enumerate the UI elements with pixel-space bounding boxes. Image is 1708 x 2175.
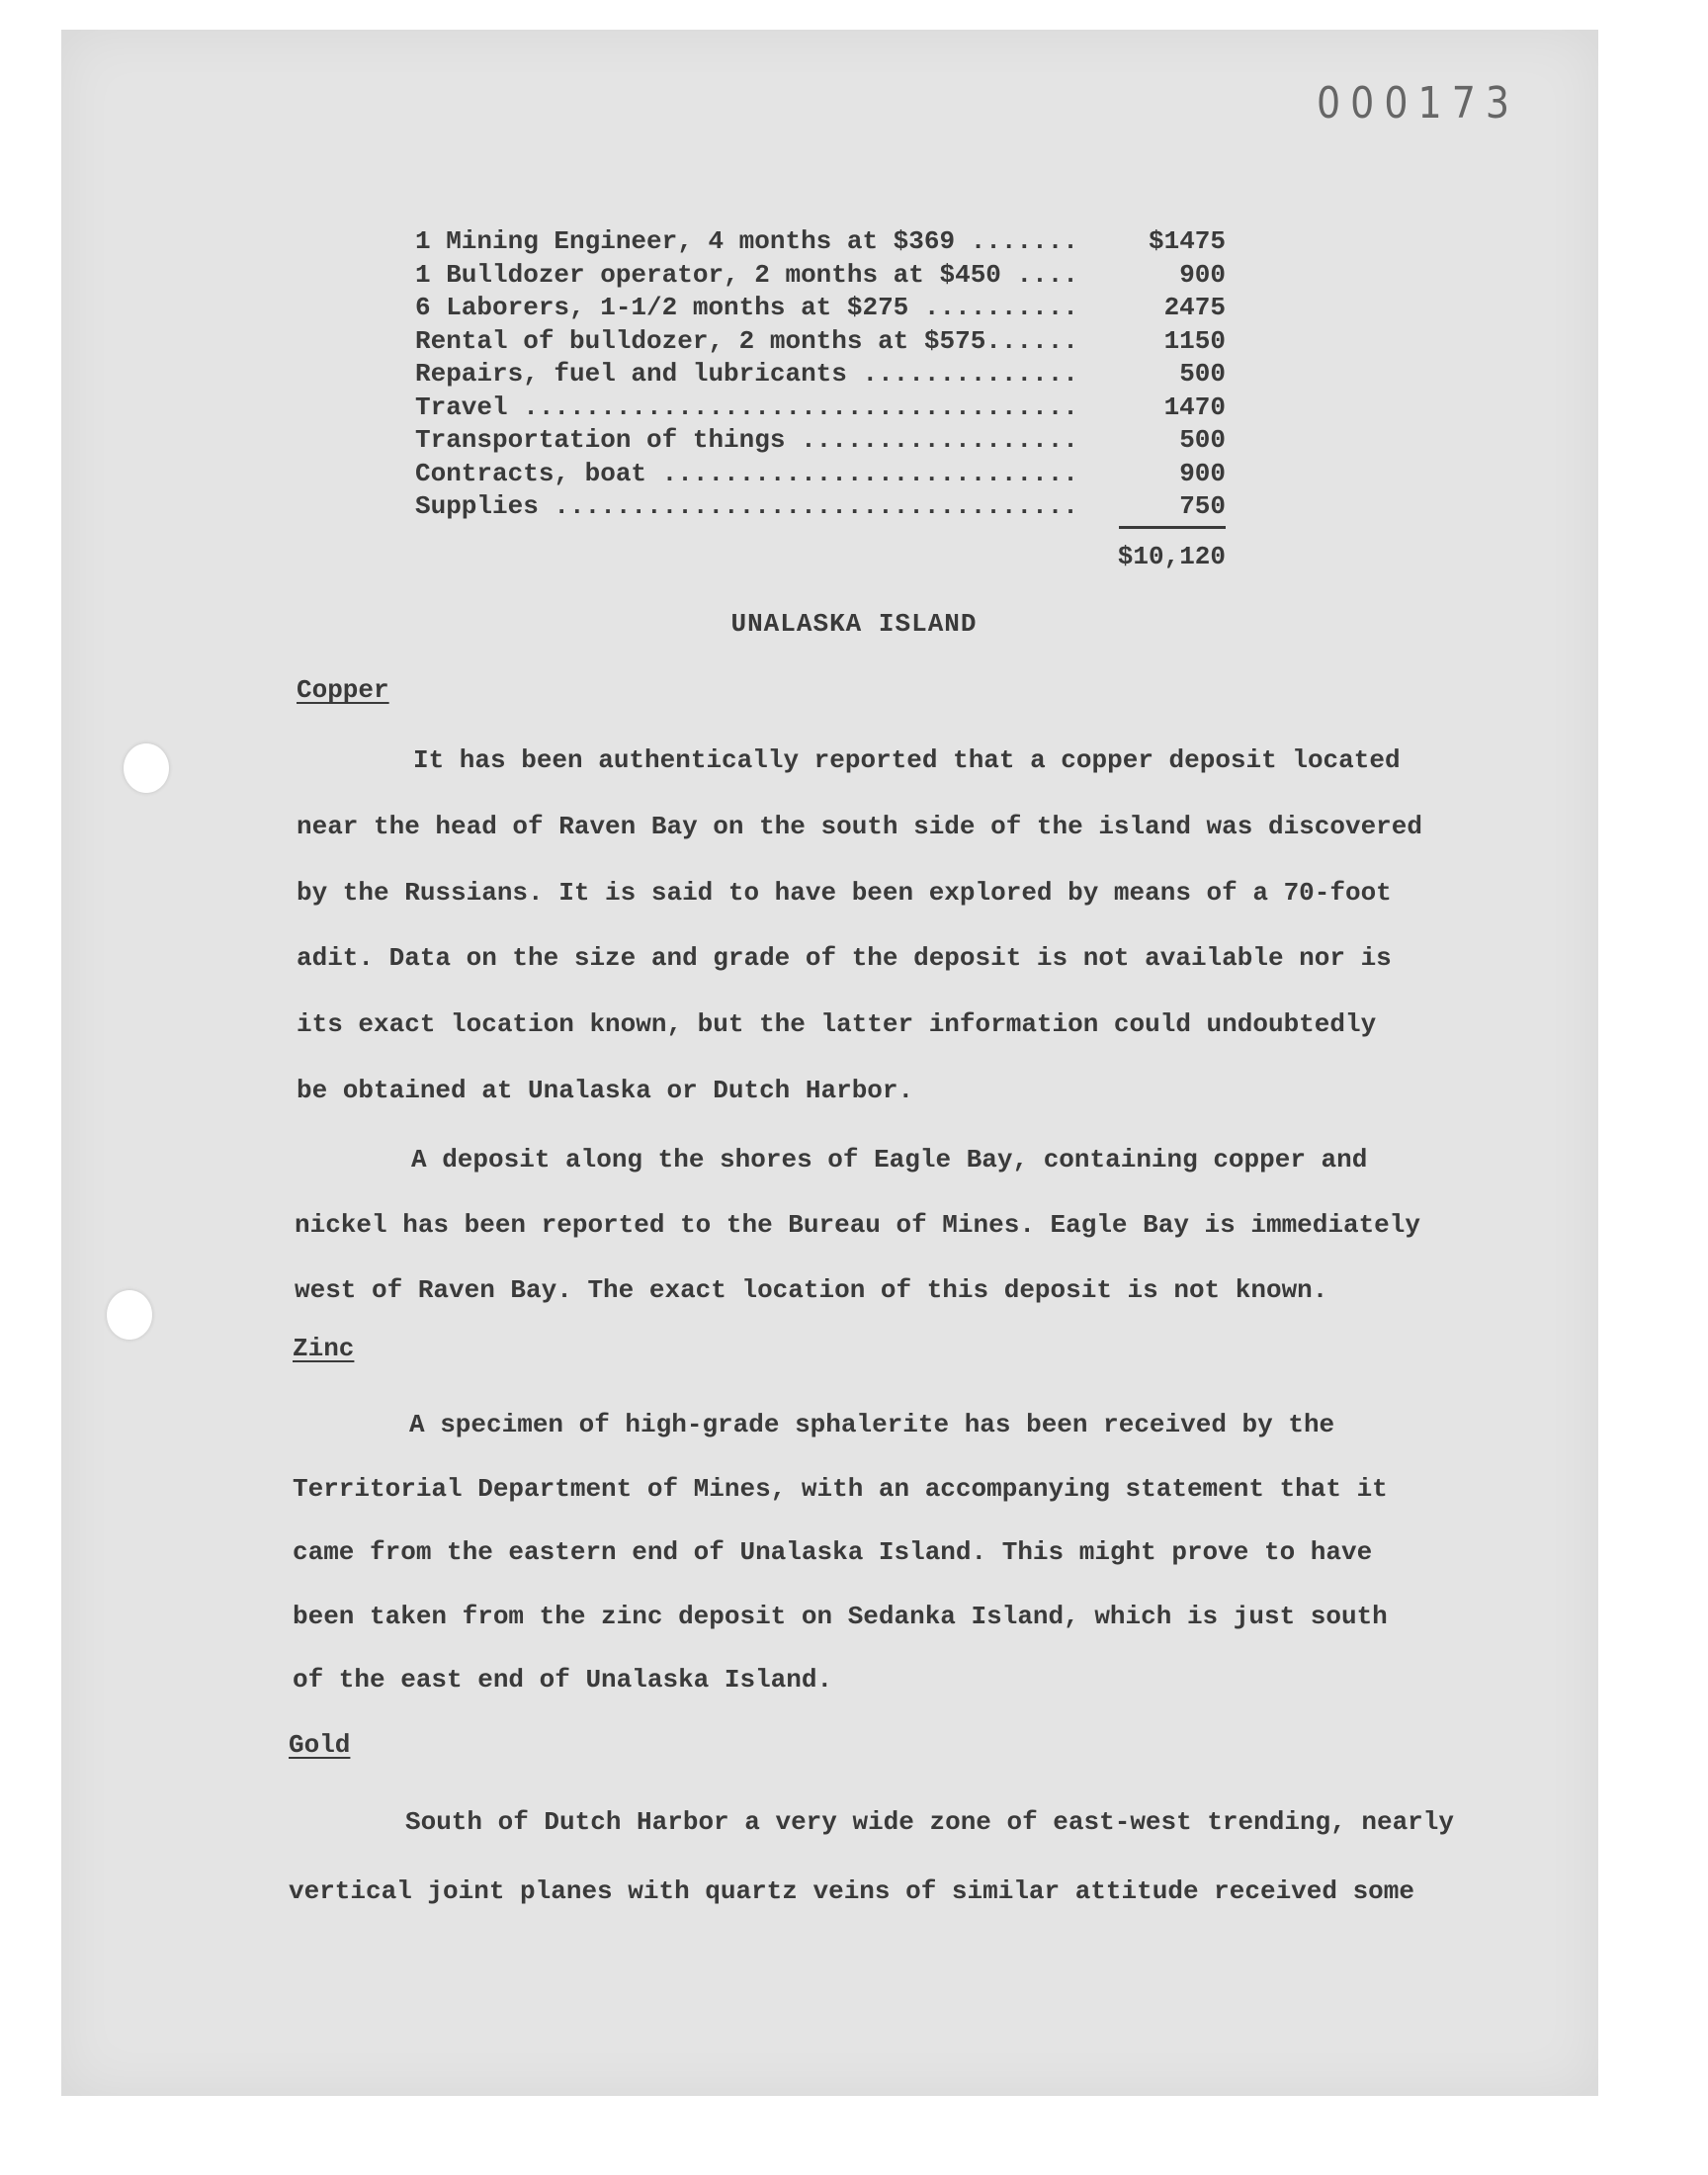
budget-item-description: Travel ....................................: [415, 392, 1078, 422]
budget-item-amount: 1470: [1163, 392, 1226, 422]
text-line: vertical joint planes with quartz veins of similar attitude received some: [289, 1876, 1414, 1906]
gold-paragraph: [289, 1787, 1454, 1926]
budget-item-amount: 500: [1179, 425, 1226, 455]
text-line: been taken from the zinc deposit on Sedanka Island, which is just south: [293, 1601, 1388, 1631]
text-line: its exact location known, but the latter information could undoubtedly: [297, 1009, 1377, 1040]
text-line: by the Russians. It is said to have been explored by means of a 70-foot: [297, 877, 1392, 908]
budget-item-amount: 2475: [1163, 293, 1226, 322]
budget-total: $10,120: [1117, 541, 1226, 571]
budget-item-description: 6 Laborers, 1-1/2 months at $275 ..........: [415, 293, 1078, 322]
text-line: A specimen of high-grade sphalerite has been received by the: [409, 1410, 1335, 1439]
copper-heading: Copper: [297, 675, 389, 705]
budget-item-amount: 900: [1179, 259, 1226, 290]
budget-item-amount: $1475: [1148, 226, 1226, 256]
budget-item-description: 1 Mining Engineer, 4 months at $369 .......: [415, 226, 1078, 256]
text-line: A deposit along the shores of Eagle Bay, containing copper and: [411, 1145, 1368, 1174]
budget-item-amount: 900: [1179, 458, 1226, 488]
budget-item-amount: 500: [1179, 359, 1226, 389]
budget-row: [415, 458, 1226, 491]
text-line: of the east end of Unalaska Island.: [293, 1665, 833, 1695]
text-line: adit. Data on the size and grade of the deposit is not available nor is: [297, 943, 1392, 974]
text-line: It has been authentically reported that a copper deposit located: [413, 745, 1401, 775]
text-line: South of Dutch Harbor a very wide zone of east-west trending, nearly: [405, 1807, 1454, 1837]
budget-item-description: Transportation of things ..................: [415, 425, 1078, 455]
text-line: west of Raven Bay. The exact location of this deposit is not known.: [295, 1275, 1328, 1305]
text-line: near the head of Raven Bay on the south side of the island was discovered: [297, 811, 1422, 841]
punch-hole-top: [124, 743, 169, 793]
budget-item-amount: 750: [1179, 491, 1226, 521]
budget-row: [415, 424, 1226, 458]
gold-heading: Gold: [289, 1730, 351, 1760]
punch-hole-bottom: [107, 1290, 152, 1340]
section-title: UNALASKA ISLAND: [730, 609, 978, 639]
text-line: be obtained at Unalaska or Dutch Harbor.: [297, 1075, 914, 1105]
budget-item-description: Supplies ..................................: [415, 491, 1078, 521]
budget-row: [415, 325, 1226, 359]
budget-table: [415, 225, 1226, 574]
budget-item-description: 1 Bulldozer operator, 2 months at $450 ....: [415, 259, 1078, 290]
budget-row: [415, 225, 1226, 259]
total-rule: [1119, 526, 1226, 529]
copper-paragraph-1: [297, 728, 1422, 1124]
budget-row: [415, 392, 1226, 425]
text-line: Territorial Department of Mines, with an accompanying statement that it: [293, 1473, 1388, 1504]
budget-row: [415, 358, 1226, 392]
budget-row: [415, 490, 1226, 524]
copper-paragraph-2: [295, 1127, 1420, 1323]
document-number-stamp: 000173: [1317, 77, 1520, 129]
budget-row: [415, 292, 1226, 325]
budget-row: [415, 259, 1226, 293]
budget-item-description: Repairs, fuel and lubricants ..............: [415, 359, 1078, 389]
text-line: came from the eastern end of Unalaska Island. This might prove to have: [293, 1537, 1373, 1567]
budget-item-amount: 1150: [1163, 325, 1226, 356]
budget-item-description: Rental of bulldozer, 2 months at $575......: [415, 325, 1078, 356]
zinc-heading: Zinc: [293, 1334, 355, 1363]
budget-item-description: Contracts, boat ...........................: [415, 458, 1078, 488]
text-line: nickel has been reported to the Bureau of Mines. Eagle Bay is immediately: [295, 1210, 1420, 1240]
zinc-paragraph: [293, 1393, 1388, 1712]
